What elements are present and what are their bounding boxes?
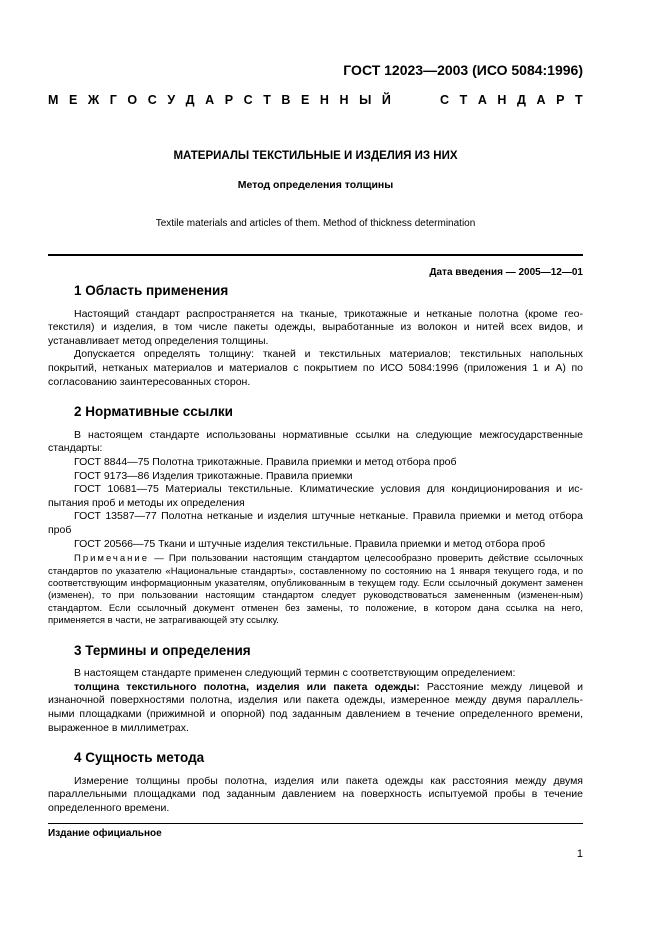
document-title: МАТЕРИАЛЫ ТЕКСТИЛЬНЫЕ И ИЗДЕЛИЯ ИЗ НИХ — [173, 150, 458, 162]
band-letter: Н — [497, 93, 507, 107]
band-letter: Р — [556, 93, 565, 107]
section-spacer — [48, 389, 583, 399]
band-letter: Р — [224, 93, 234, 107]
band-gap — [401, 93, 429, 107]
page-number: 1 — [576, 848, 583, 860]
band-letter: Т — [263, 93, 271, 107]
band-letter: Н — [319, 93, 329, 107]
term-definition — [48, 681, 583, 735]
band-letter: О — [127, 93, 138, 107]
section-spacer — [48, 735, 583, 745]
band-letter: Д — [185, 93, 195, 107]
band-letter: С — [147, 93, 157, 107]
band-letter: М — [48, 93, 59, 107]
footer-divider — [48, 823, 583, 824]
band-letter: Г — [109, 93, 117, 107]
english-title: Textile materials and articles of them. Method of thickness determination — [155, 218, 476, 229]
band-letter: А — [477, 93, 487, 107]
document-body — [48, 278, 583, 815]
section-2-paragraph: В настоящем стандарте использованы нормативные ссылки на следующие межгосударственные стандарты: — [48, 428, 583, 455]
band-letter: Н — [339, 93, 349, 107]
section-4-paragraph: Измерение толщины пробы полотна, изделия или пакета одежды как расстояния между двумя параллельными площадками под заданным давлением на поверхность испытуемой пробы в течение определенного времени. — [48, 774, 583, 814]
band-letter: Ы — [359, 93, 372, 107]
band-letter: Т — [459, 93, 468, 107]
band-letter: А — [205, 93, 215, 107]
section-3-heading: 3 Термины и определения — [74, 642, 251, 658]
reference-note — [48, 553, 583, 627]
document-subtitle: Метод определения толщины — [237, 179, 394, 191]
band-letter: У — [167, 93, 176, 107]
section-1-paragraph: Допускается определять толщину: тканей и текстильных материалов; текстильных напольных покрытий, нетканых материалов и материалов с покрытием по ИСО 5084:1996 (приложения 1 и А) по согласованию заинтересованных сторон. — [48, 348, 583, 388]
note-label: Примечание — [74, 553, 149, 565]
band-letter: А — [536, 93, 546, 107]
section-1-paragraph: Настоящий стандарт распространяется на тканые, трикотажные и нетканые полотна (кроме гео-текстиля) и изделия, в том числе пакеты одежды, выработанные из волокон и нитей всех видов, и устанавливает метод определения толщины. — [48, 307, 583, 347]
normative-reference: ГОСТ 8844—75 Полотна трикотажные. Правила приемки и метод отбора проб — [74, 455, 457, 468]
section-2-heading: 2 Нормативные ссылки — [74, 404, 233, 420]
note-text: — При пользовании настоящим стандартом целесообразно проверить действие ссылочных стандартов по указателю «Национальные стандарты», составленному по состоянию на 1 января текущего года, и по соответствующим информационным указателям, опубликованным в текущем году. Если ссылочный документ заменен (изменен), то при пользовании настоящим стандартом следует руководствоваться замененным (изменен-ным) стандартом. Если ссылочный документ отменен без замены, то положение, в котором дана ссылка на него, применяется в части, не затрагивающей эту ссылку. — [48, 553, 583, 627]
section-1-heading: 1 Область применения — [74, 283, 229, 298]
term: толщина текстильного полотна, изделия или пакета одежды: — [74, 680, 420, 693]
band-letter: Ж — [87, 93, 100, 107]
normative-reference: ГОСТ 9173—86 Изделия трикотажные. Правила приемки — [74, 469, 353, 482]
interstate-standard-band — [48, 93, 583, 107]
band-letter: Т — [574, 93, 583, 107]
definition: Расстояние между лицевой и изнаночной поверхностями полотна, изделия или пакета одежды, измеренное между двумя параллель-ными площадками (прижимной и опорной) под заданным давлением в течение определенного времени, выраженное в миллиметрах. — [48, 680, 584, 734]
band-letter: В — [281, 93, 291, 107]
section-spacer — [48, 628, 583, 638]
normative-reference: ГОСТ 13587—77 Полотна нетканые и изделия штучные нетканые. Правила приемки и метод отбора проб — [48, 510, 583, 536]
band-letter: Д — [517, 93, 526, 107]
title-divider — [48, 254, 583, 256]
normative-reference: ГОСТ 20566—75 Ткани и штучные изделия текстильные. Правила приемки и метод отбора проб — [74, 537, 546, 550]
section-3-paragraph: В настоящем стандарте применен следующий термин с соответствующим определением: — [74, 667, 516, 680]
band-letter: С — [243, 93, 253, 107]
band-letter: Е — [68, 93, 78, 107]
official-edition-label: Издание официальное — [48, 828, 162, 839]
section-4-heading: 4 Сущность метода — [74, 750, 205, 766]
band-letter: С — [440, 93, 450, 107]
band-letter: Е — [301, 93, 310, 107]
standard-number: ГОСТ 12023—2003 (ИСО 5084:1996) — [343, 62, 583, 78]
introduction-date: Дата введения — 2005—12—01 — [429, 267, 583, 278]
band-letter: Й — [381, 93, 391, 107]
normative-reference: ГОСТ 10681—75 Материалы текстильные. Климатические условия для кондиционирования и ис-пытания проб и методы их определения — [48, 483, 583, 509]
